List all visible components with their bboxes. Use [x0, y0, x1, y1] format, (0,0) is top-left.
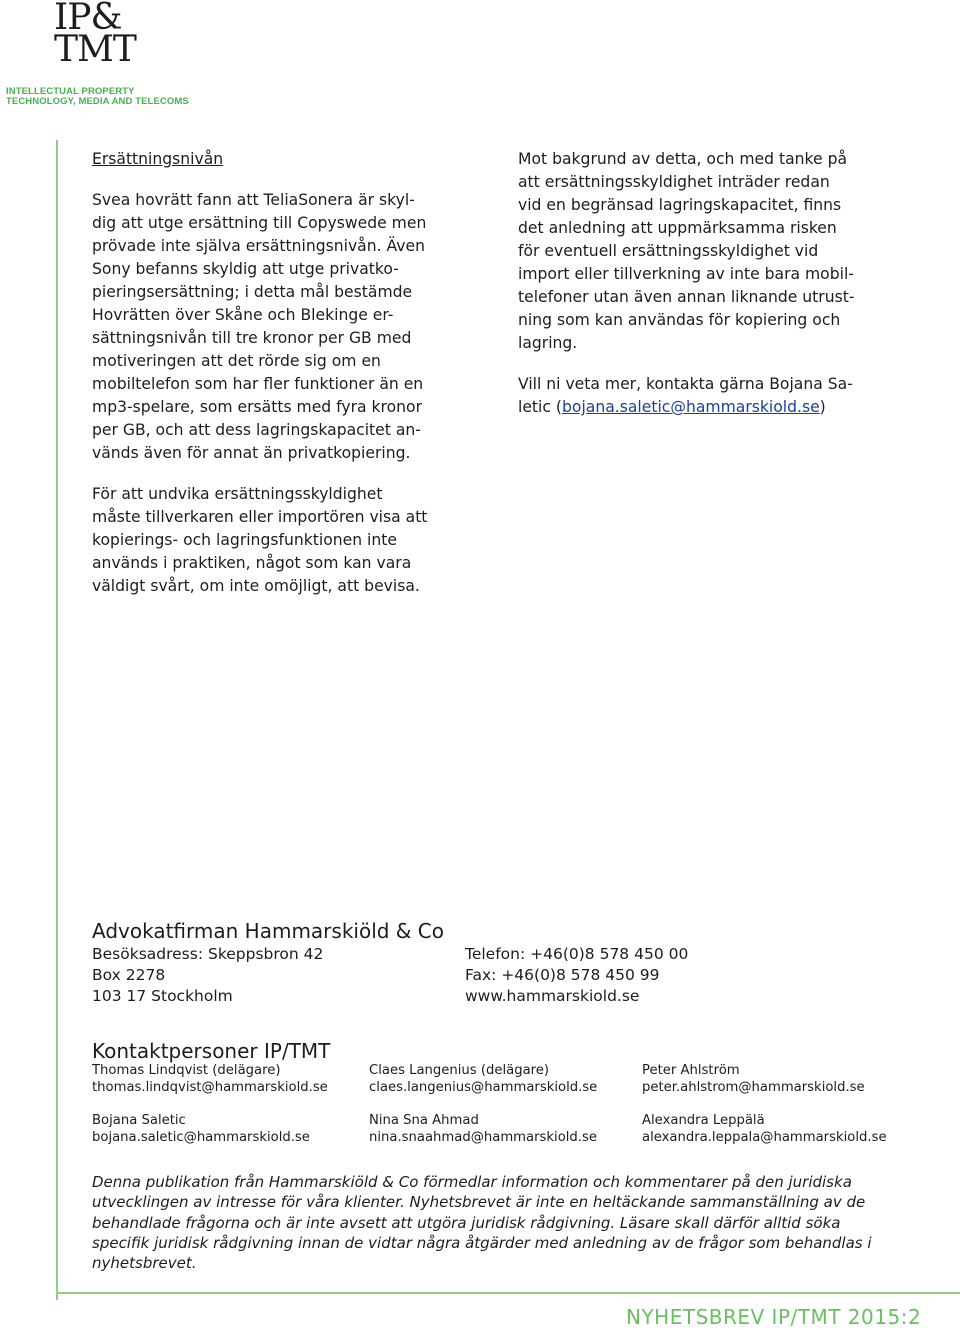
disclaimer-line: behandlade frågorna och är inte avsett att utgöra juridisk rådgivning. Läsare skall därför alltid söka [92, 1213, 841, 1232]
firm-name: Advokatfirman Hammarskiöld & Co [92, 919, 444, 943]
article-left-column [92, 148, 427, 598]
paragraph-line: lagring. [518, 334, 578, 352]
contact-card [369, 1062, 597, 1096]
disclaimer-line: specifik juridisk rådgivning innan de vidtar några åtgärder med anledning av de frågor som behandlas i [92, 1233, 872, 1252]
paragraph-line: att ersättningsskyldighet inträder redan [518, 173, 830, 191]
paragraph-line: För att undvika ersättningsskyldighet [92, 485, 383, 503]
paragraph-line: prövade inte själva ersättningsnivån. Även [92, 237, 425, 255]
logo-mark-line-1: IP& [54, 0, 122, 38]
paragraph-line: per GB, och att dess lagringskapacitet an- [92, 421, 421, 439]
contact-email[interactable]: nina.snaahmad@hammarskiold.se [369, 1130, 597, 1145]
paragraph-line: Hovrätten över Skåne och Blekinge er- [92, 306, 394, 324]
firm-details [92, 944, 932, 1010]
paragraph-line: mobiltelefon som har fler funktioner än en [92, 375, 424, 393]
paragraph-line: Vill ni veta mer, kontakta gärna Bojana Sa- [518, 375, 853, 393]
paragraph-line: telefoner utan även annan liknande utrust- [518, 288, 855, 306]
paragraph-line: motiveringen att det rörde sig om en [92, 352, 381, 370]
logo-tagline-line-2: TECHNOLOGY, MEDIA AND TELECOMS [6, 96, 189, 107]
website-link[interactable]: www.hammarskiold.se [465, 987, 640, 1005]
firm-address [92, 944, 323, 1007]
paragraph-1 [92, 189, 427, 465]
paragraph-line: dig att utge ersättning till Copyswede men [92, 214, 427, 232]
contact-name: Alexandra Leppälä [642, 1113, 765, 1128]
contact-name: Thomas Lindqvist (delägare) [92, 1063, 281, 1078]
logo-tagline-line-1: INTELLECTUAL PROPERTY [6, 86, 135, 97]
paragraph-line: vid en begränsad lagringskapacitet, finns [518, 196, 842, 214]
contact-card [92, 1062, 328, 1096]
contacts-section [92, 1038, 932, 1145]
paragraph-line: måste tillverkaren eller importören visa att [92, 508, 428, 526]
paragraph-4 [518, 373, 854, 419]
logo-mark-line-2: TMT [54, 29, 136, 70]
contact-name: Peter Ahlström [642, 1063, 740, 1078]
left-accent-rule [56, 140, 58, 1300]
paragraph-line: Svea hovrätt fann att TeliaSonera är skyl- [92, 191, 415, 209]
paragraph-line: Mot bakgrund av detta, och med tanke på [518, 150, 848, 168]
contact-name: Nina Sna Ahmad [369, 1113, 479, 1128]
paragraph-line: kopierings- och lagringsfunktionen inte [92, 531, 397, 549]
paragraph-line: mp3-spelare, som ersätts med fyra kronor [92, 398, 423, 416]
disclaimer-line: Denna publikation från Hammarskiöld & Co förmedlar information och kommentarer på den juridiska [92, 1173, 852, 1191]
paragraph-line: väldigt svårt, om inte omöjligt, att bevisa. [92, 577, 420, 595]
newsletter-issue-label: NYHETSBREV IP/TMT 2015:2 [626, 1305, 922, 1329]
logo-tagline [6, 87, 189, 107]
address-line: Box 2278 [92, 966, 166, 984]
paragraph-3 [518, 148, 854, 355]
contact-name: Claes Langenius (delägare) [369, 1063, 550, 1078]
firm-info [92, 918, 932, 1010]
firm-contact-info [465, 944, 688, 1007]
contact-email[interactable]: bojana.saletic@hammarskiold.se [92, 1130, 310, 1145]
paragraph-line: ning som kan användas för kopiering och [518, 311, 841, 329]
paragraph-line: pieringsersättning; i detta mål bestämde [92, 283, 413, 301]
paragraph-line: för eventuell ersättningsskyldighet vid [518, 242, 819, 260]
phone-number: Telefon: +46(0)8 578 450 00 [465, 945, 689, 963]
disclaimer-line: utvecklingen av intresse för våra klienter. Nyhetsbrevet är inte en heltäckande sammanställning av de [92, 1193, 866, 1212]
section-heading: Ersättningsnivån [92, 150, 224, 168]
address-line: Besöksadress: Skeppsbron 42 [92, 945, 324, 963]
address-line: 103 17 Stockholm [92, 987, 233, 1005]
contact-email[interactable]: alexandra.leppala@hammarskiold.se [642, 1130, 887, 1145]
paragraph-line: Sony befanns skyldig att utge privatko- [92, 260, 399, 278]
paragraph-line: import eller tillverkning av inte bara mobil- [518, 265, 854, 283]
paragraph-line [518, 396, 854, 419]
contact-card [642, 1112, 887, 1146]
logo-mark [54, 0, 164, 70]
contact-suffix: ) [819, 398, 826, 416]
paragraph-line: vänds även för annat än privatkopiering. [92, 444, 411, 462]
contact-email[interactable]: peter.ahlstrom@hammarskiold.se [642, 1080, 865, 1095]
company-logo [0, 0, 200, 115]
disclaimer [92, 1172, 932, 1273]
article-right-column [518, 148, 854, 419]
disclaimer-line: nyhetsbrevet. [92, 1254, 197, 1273]
fax-number: Fax: +46(0)8 578 450 99 [465, 966, 660, 984]
contact-email[interactable]: thomas.lindqvist@hammarskiold.se [92, 1080, 328, 1095]
contact-email[interactable]: claes.langenius@hammarskiold.se [369, 1080, 598, 1095]
contacts-title: Kontaktpersoner IP/TMT [92, 1039, 331, 1063]
contact-card [642, 1062, 865, 1096]
paragraph-2 [92, 483, 427, 598]
paragraph-line: det anledning att uppmärksamma risken [518, 219, 837, 237]
contact-email-link[interactable]: bojana.saletic@hammarskiold.se [562, 398, 820, 416]
contact-card [92, 1112, 310, 1146]
contact-name: Bojana Saletic [92, 1113, 186, 1128]
contact-card [369, 1112, 597, 1146]
contact-prefix: letic ( [518, 398, 562, 416]
bottom-accent-rule [56, 1292, 960, 1294]
paragraph-line: används i praktiken, något som kan vara [92, 554, 412, 572]
paragraph-line: sättningsnivån till tre kronor per GB med [92, 329, 412, 347]
